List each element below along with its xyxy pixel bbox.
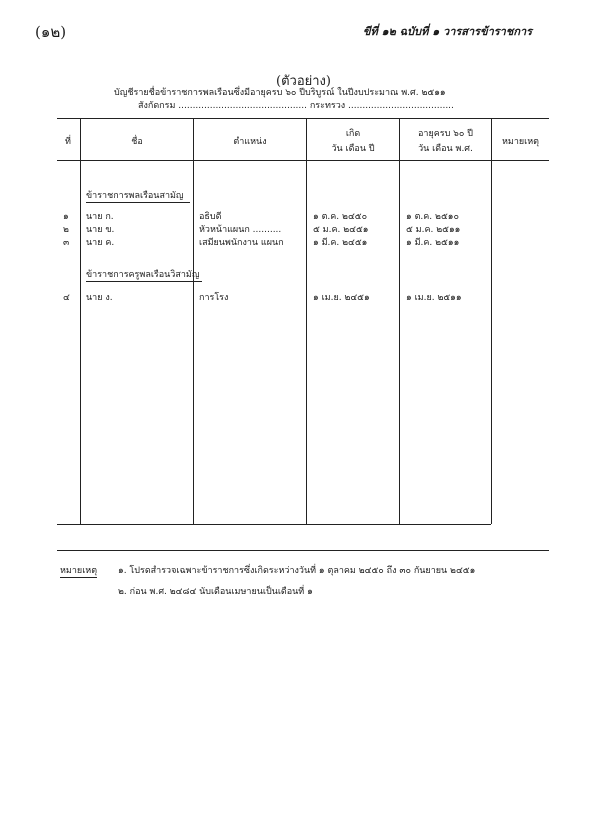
row-position: การโรง: [199, 293, 229, 303]
row-age60: ๑ มี.ค. ๒๕๑๑: [406, 238, 460, 248]
table-header-border: [57, 160, 549, 161]
document-title: (ตัวอย่าง): [276, 74, 331, 89]
group-label: ข้าราชการครูพลเรือนวิสามัญ: [86, 267, 202, 282]
header-age60: อายุครบ ๖๐ ปี: [418, 129, 473, 139]
header-remark: หมายเหตุ: [501, 137, 540, 147]
column-divider: [399, 118, 400, 524]
header-age60-date: วัน เดือน พ.ศ.: [418, 144, 473, 154]
document-subtitle: บัญชีรายชื่อข้าราชการพลเรือนซึ่งมีอายุครบ ๖๐ ปีบริบูรณ์ ในปีงบประมาณ พ.ศ. ๒๕๑๑: [114, 88, 446, 98]
row-name: นาย ง.: [86, 293, 113, 303]
row-age60: ๑ เม.ย. ๒๕๑๑: [406, 293, 462, 303]
table-bottom-border: [57, 524, 491, 525]
column-divider: [80, 118, 81, 524]
note-item: ๑. โปรดสำรวจเฉพาะข้าราชการซึ่งเกิดระหว่างวันที่ ๑ ตุลาคม ๒๔๕๐ ถึง ๓๐ กันยายน ๒๔๕๑: [118, 566, 476, 576]
row-no: ๑: [63, 212, 69, 222]
row-name: นาย ข.: [86, 225, 115, 235]
column-divider: [491, 118, 492, 524]
notes-label: หมายเหตุ: [60, 563, 97, 578]
row-born: ๑ ต.ค. ๒๔๕๐: [313, 212, 368, 222]
row-no: ๒: [63, 225, 69, 235]
column-divider: [306, 118, 307, 524]
running-title: ขีที่ ๑๒ ฉบับที่ ๑ วารสารข้าราชการ: [363, 25, 533, 38]
table-top-border: [57, 118, 549, 119]
row-born: ๕ ม.ค. ๒๔๕๑: [313, 225, 369, 235]
note-item: ๒. ก่อน พ.ศ. ๒๔๘๔ นับเดือนเมษายนเป็นเดือนที่ ๑: [118, 587, 313, 597]
notes-divider: [57, 550, 549, 551]
row-position: หัวหน้าแผนก ..........: [199, 225, 282, 235]
header-born: เกิด: [345, 129, 361, 139]
row-name: นาย ค.: [86, 238, 115, 248]
header-no: ที่: [65, 137, 71, 147]
row-position: อธิบดี: [199, 212, 222, 222]
row-age60: ๑ ต.ค. ๒๕๑๐: [406, 212, 459, 222]
row-born: ๑ เม.ย. ๒๔๕๑: [313, 293, 370, 303]
row-no: ๔: [63, 293, 70, 303]
column-divider: [193, 118, 194, 524]
group-label: ข้าราชการพลเรือนสามัญ: [86, 188, 190, 203]
row-born: ๑ มี.ค. ๒๔๕๑: [313, 238, 368, 248]
row-no: ๓: [63, 238, 70, 248]
department-line: สังกัดกรม ............................................. กระทรวง .....................................: [138, 101, 454, 111]
header-position: ตำแหน่ง: [233, 137, 267, 147]
header-name: ชื่อ: [131, 137, 143, 147]
row-age60: ๕ ม.ค. ๒๕๑๑: [406, 225, 461, 235]
row-name: นาย ก.: [86, 212, 114, 222]
page-number: (๑๒): [35, 23, 67, 41]
row-position: เสมียนพนักงาน แผนก: [199, 238, 284, 248]
header-born-date: วัน เดือน ปี: [331, 144, 375, 154]
